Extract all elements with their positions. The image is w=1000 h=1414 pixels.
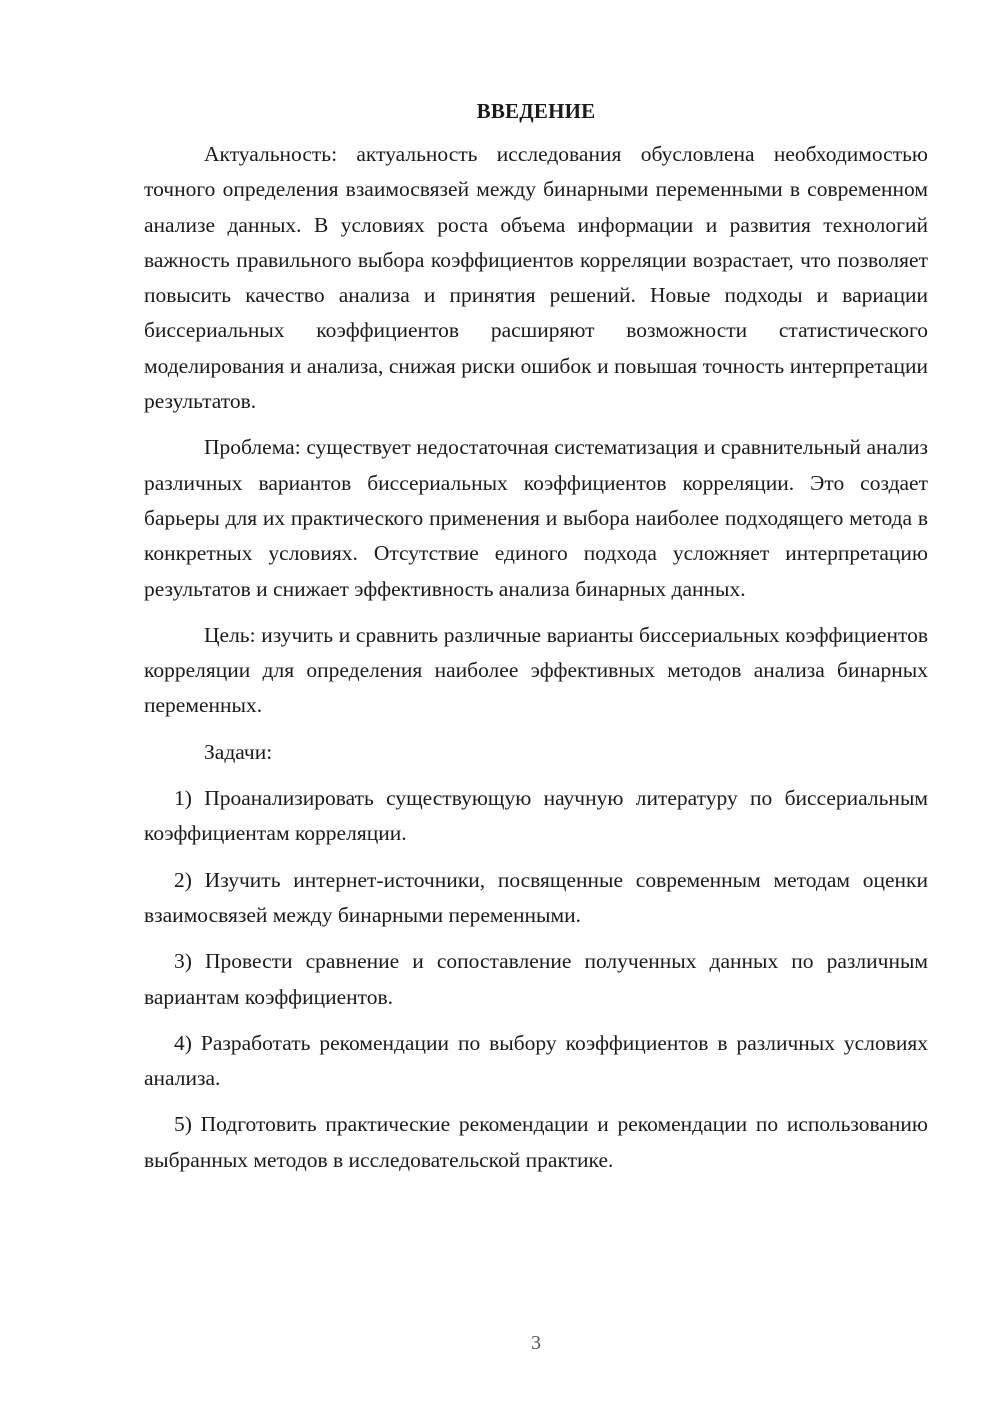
page-number: 3 xyxy=(531,1332,541,1354)
tasks-heading: Задачи: xyxy=(204,739,273,764)
paragraph-goal: Цель: изучить и сравнить различные варианты биссериальных коэффициентов корреляции для определения наиболее эффективных методов анализа бинарных переменных. xyxy=(144,622,928,718)
task-item-5: 5) Подготовить практические рекомендации и рекомендации по использованию выбранных методов в исследовательской практике. xyxy=(144,1112,928,1172)
task-item-2: 2) Изучить интернет-источники, посвященные современным методам оценки взаимосвязей между бинарными переменными. xyxy=(144,867,928,927)
task-item-3: 3) Провести сравнение и сопоставление полученных данных по различным вариантам коэффициентов. xyxy=(144,949,928,1009)
task-item-4: 4) Разработать рекомендации по выбору коэффициентов в различных условиях анализа. xyxy=(144,1030,928,1091)
tasks-list xyxy=(144,781,928,1178)
paragraph-relevance: Актуальность: актуальность исследования обусловлена необходимостью точного определения взаимосвязей между бинарными переменными в современном анализе данных. В условиях роста объема информации и развития технологий важность правильного выбора коэффициентов корреляции возрастает, что позволяет повысить качество анализа и принятия решений. Новые подходы и вариации биссериальных коэффициентов расширяют возможности статистического моделирования и анализа, снижая риски ошибок и повышая точность интерпретации результатов. xyxy=(144,142,928,414)
task-item-1: 1) Проанализировать существующую научную литературу по биссериальным коэффициентам корреляции. xyxy=(144,786,928,846)
section-title: ВВЕДЕНИЕ xyxy=(476,99,596,123)
paragraph-problem: Проблема: существует недостаточная систематизация и сравнительный анализ различных вариантов биссериальных коэффициентов корреляции. Это создает барьеры для их практического применения и выбора наиболее подходящего метода в конкретных условиях. Отсутствие единого подхода усложняет интерпретацию результатов и снижает эффективность анализа бинарных данных. xyxy=(144,435,928,601)
document-page xyxy=(144,96,928,1189)
